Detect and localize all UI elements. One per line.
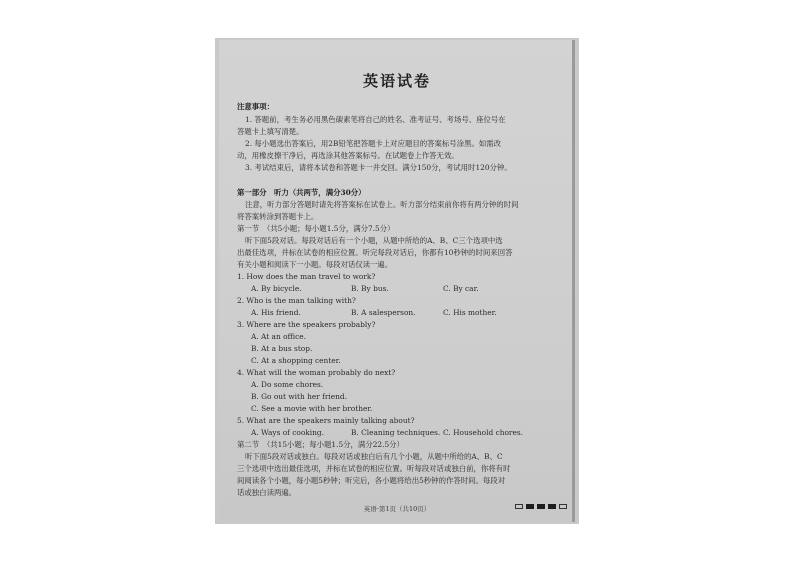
question-text: 4. What will the woman probably do next? bbox=[237, 368, 396, 377]
option-a: A. Ways of cooking. bbox=[251, 428, 324, 437]
section1-intro: 听下面5段对话。每段对话后有一个小题，从题中所给的A、B、C三个选项中选 bbox=[245, 236, 503, 245]
option-c: C. At a shopping center. bbox=[251, 356, 341, 365]
section2-intro: 听下面5段对话或独白。每段对话或独白后有几个小题，从题中所给的A、B、C bbox=[245, 452, 503, 461]
option-b: B. Cleaning techniques. bbox=[351, 428, 441, 437]
section2-heading: 第二节 （共15小题；每小题1.5分，满分22.5分） bbox=[237, 440, 404, 449]
option-c: C. Household chores. bbox=[443, 428, 523, 437]
option-c: C. His mother. bbox=[443, 308, 497, 317]
page-marks bbox=[515, 504, 567, 509]
option-a: A. By bicycle. bbox=[251, 284, 302, 293]
section1-intro: 出最佳选项，并标在试卷的相应位置。听完每段对话后，你都有10秒钟的时间来回答 bbox=[237, 248, 513, 257]
notes-line: 动，用橡皮擦干净后，再选涂其他答案标号。在试题卷上作答无效。 bbox=[237, 151, 459, 160]
notes-heading: 注意事项： bbox=[237, 102, 274, 111]
exam-paper bbox=[219, 40, 575, 522]
notes-line: 答题卡上填写清楚。 bbox=[237, 127, 304, 136]
option-b: B. By bus. bbox=[351, 284, 389, 293]
page-mark bbox=[515, 504, 523, 509]
page-footer: 英语·第1页（共10页） bbox=[363, 505, 431, 513]
section2-intro: 话或独白读两遍。 bbox=[237, 488, 297, 497]
option-a: A. His friend. bbox=[251, 308, 301, 317]
option-c: C. By car. bbox=[443, 284, 479, 293]
question-text: 5. What are the speakers mainly talking about? bbox=[237, 416, 415, 425]
notes-line: 2. 每小题选出答案后，用2B铅笔把答题卡上对应题目的答案标号涂黑。如需改 bbox=[245, 139, 502, 148]
page-mark bbox=[537, 504, 545, 509]
section1-intro: 有关小题和阅读下一小题。每段对话仅读一遍。 bbox=[237, 260, 393, 269]
option-a: A. Do some chores. bbox=[251, 380, 324, 389]
part1-intro: 将答案转涂到答题卡上。 bbox=[237, 212, 319, 221]
option-b: B. A salesperson. bbox=[351, 308, 416, 317]
part1-heading: 第一部分 听力（共两节，满分30分） bbox=[237, 188, 366, 197]
option-b: B. Go out with her friend. bbox=[251, 392, 347, 401]
page-mark bbox=[559, 504, 567, 509]
notes-line: 3. 考试结束后，请将本试卷和答题卡一并交回。满分150分，考试用时120分钟。 bbox=[245, 163, 512, 172]
page-mark bbox=[548, 504, 556, 509]
section1-heading: 第一节 （共5小题；每小题1.5分，满分7.5分） bbox=[237, 224, 395, 233]
page-title: 英语试卷 bbox=[362, 72, 431, 90]
page-edge-shadow bbox=[572, 40, 575, 522]
notes-line: 1. 答题前，考生务必用黑色碳素笔将自己的姓名、准考证号、考场号、座位号在 bbox=[245, 115, 506, 124]
option-c: C. See a movie with her brother. bbox=[251, 404, 373, 413]
page-mark bbox=[526, 504, 534, 509]
exam-photo bbox=[215, 38, 579, 524]
section2-intro: 间阅读各个小题，每小题5秒钟；听完后，各小题将给出5秒钟的作答时间。每段对 bbox=[237, 476, 506, 485]
question-text: 3. Where are the speakers probably? bbox=[237, 320, 376, 329]
section2-intro: 三个选项中选出最佳选项，并标在试卷的相应位置。听每段对话或独白前，你将有时 bbox=[237, 464, 511, 473]
question-text: 2. Who is the man talking with? bbox=[237, 296, 356, 305]
option-a: A. At an office. bbox=[251, 332, 307, 341]
question-text: 1. How does the man travel to work? bbox=[237, 272, 376, 281]
option-b: B. At a bus stop. bbox=[251, 344, 313, 353]
part1-intro: 注意，听力部分答题时请先将答案标在试卷上。听力部分结束前你将有两分钟的时间 bbox=[245, 200, 519, 209]
